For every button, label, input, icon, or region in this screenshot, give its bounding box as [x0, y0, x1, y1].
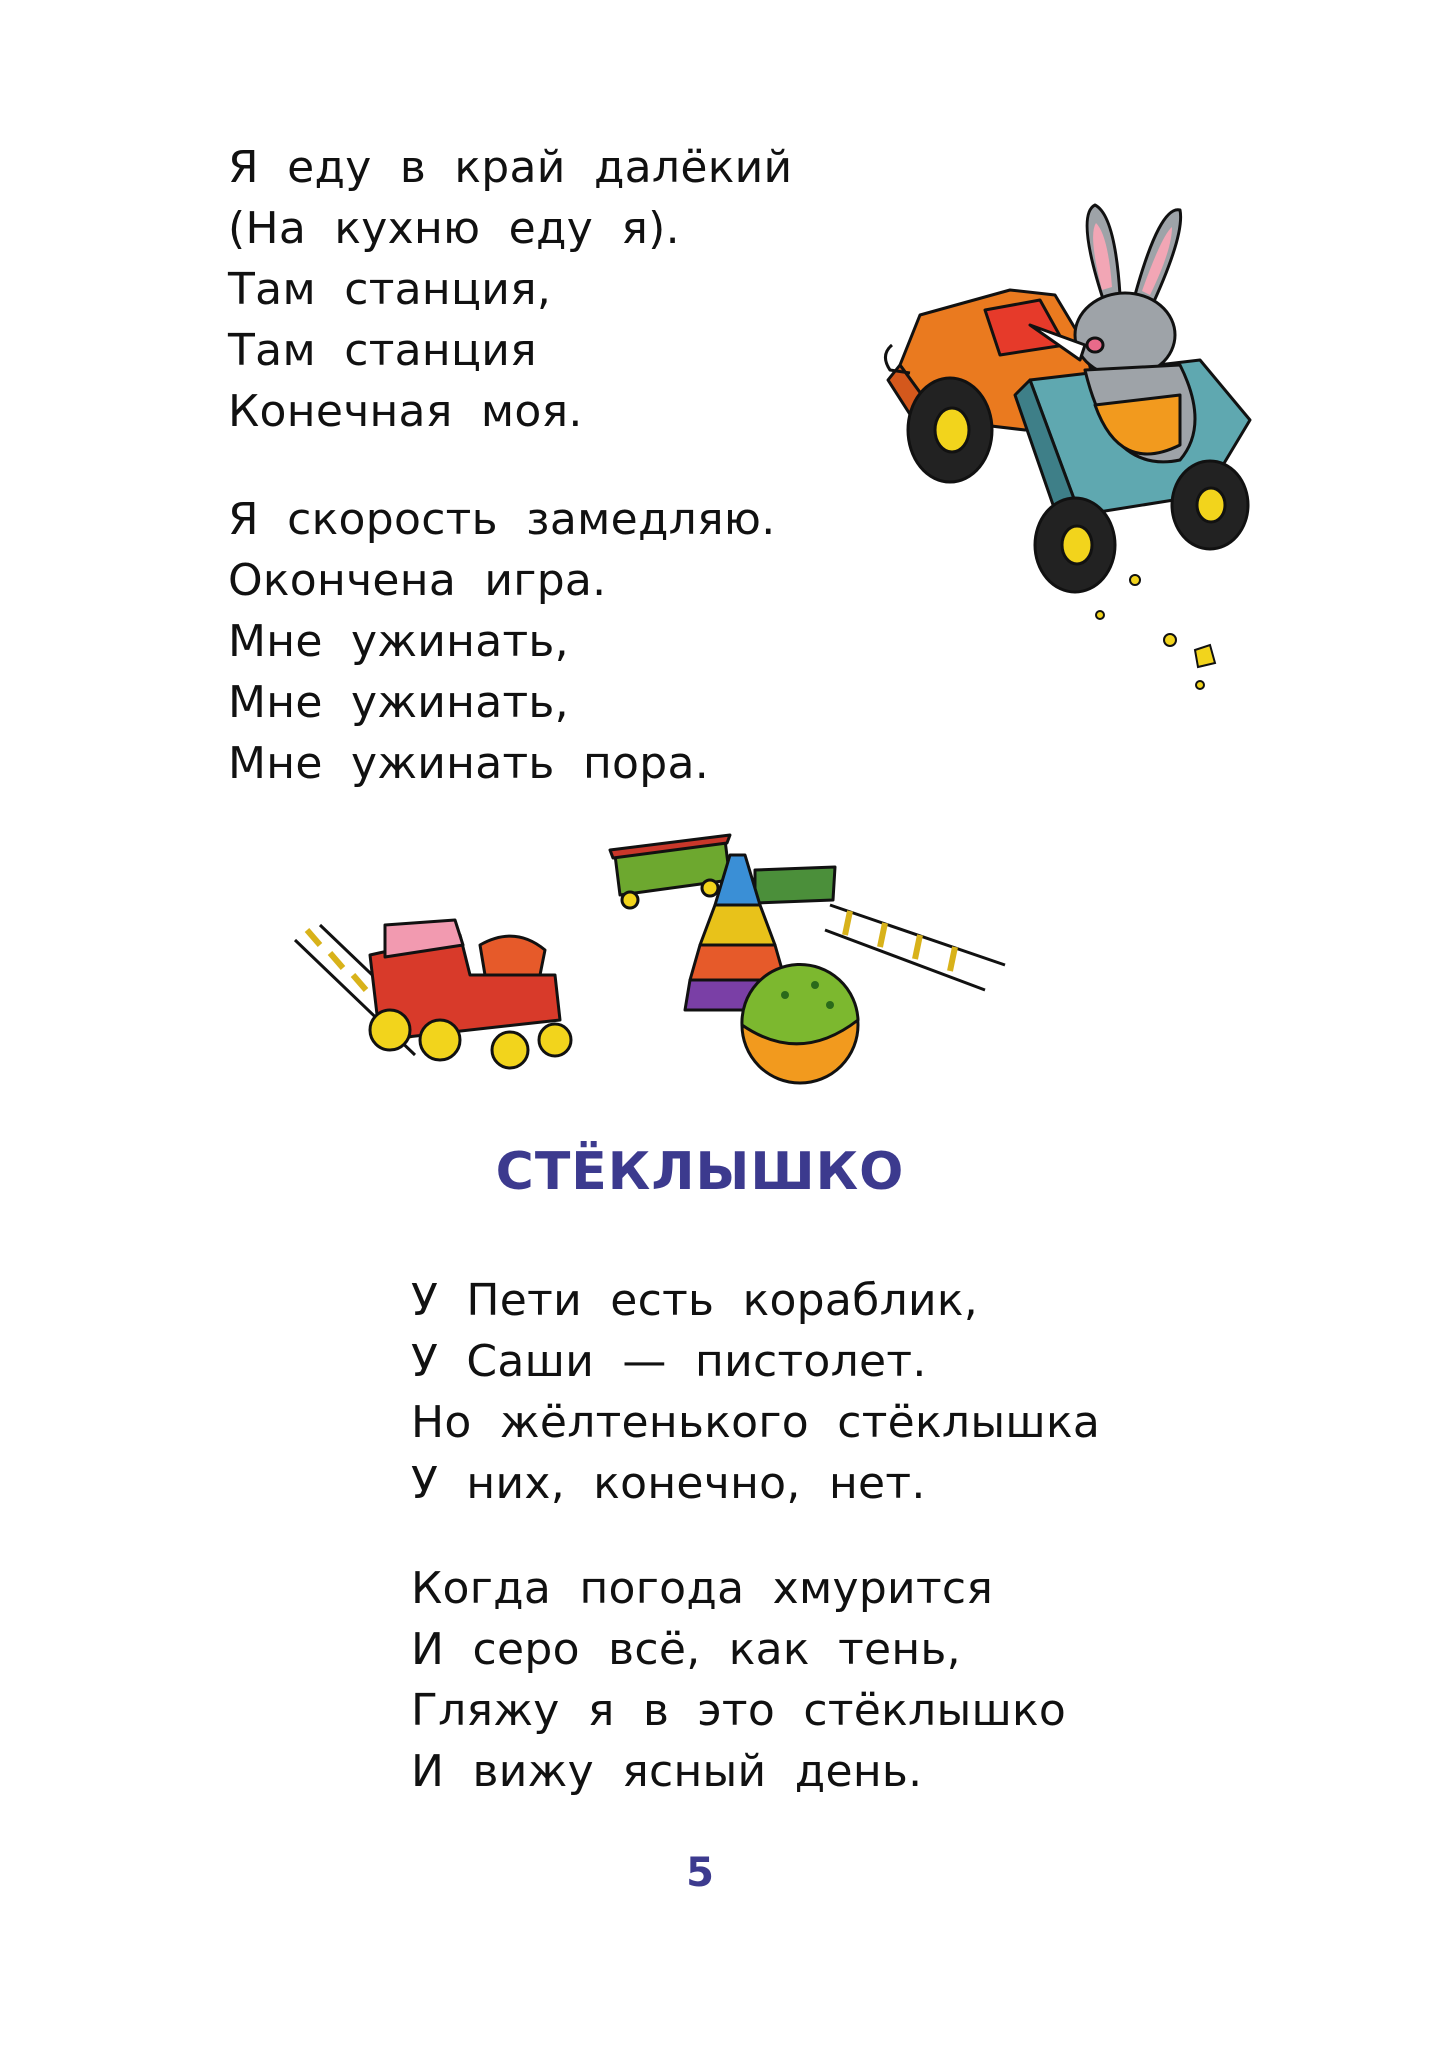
- poem2-stanza-2: [411, 1558, 1066, 1802]
- page-number: 5: [686, 1850, 714, 1896]
- poem-line: У них, конечно, нет.: [411, 1458, 926, 1509]
- poem1-stanza-2: [228, 489, 776, 794]
- poem1-stanza-1: [228, 137, 792, 442]
- poem-line: У Саши — пистолет.: [411, 1336, 927, 1387]
- poem2-stanza-1: [411, 1270, 1100, 1514]
- poem-line: Мне ужинать,: [228, 677, 569, 728]
- toys-illustration: [285, 825, 1015, 1100]
- poem-line: Там станция: [228, 325, 537, 376]
- poem-line: Конечная моя.: [228, 386, 583, 437]
- bunny-truck-illustration: [880, 195, 1255, 695]
- poem-line: У Пети есть кораблик,: [411, 1275, 979, 1326]
- poem-line: И серо всё, как тень,: [411, 1624, 961, 1675]
- poem-line: Я едy в край далёкий: [228, 142, 793, 193]
- poem-line: И вижу ясный день.: [411, 1746, 923, 1797]
- poem-line: Там станция,: [228, 264, 552, 315]
- poem-line: Гляжу я в это стёклышко: [411, 1685, 1067, 1736]
- poem-title: СТЁКЛЫШКО: [495, 1142, 905, 1202]
- poem-line: Мне ужинать,: [228, 616, 569, 667]
- poem-line: Но жёлтенького стёклышка: [411, 1397, 1101, 1448]
- poem-line: Я скорость замедляю.: [228, 494, 776, 545]
- poem-line: (На кухню еду я).: [228, 203, 680, 254]
- poem-line: Окончена игра.: [228, 555, 607, 606]
- poem-line: Когда погода хмурится: [411, 1563, 994, 1614]
- poem-line: Мне ужинать пора.: [228, 738, 710, 789]
